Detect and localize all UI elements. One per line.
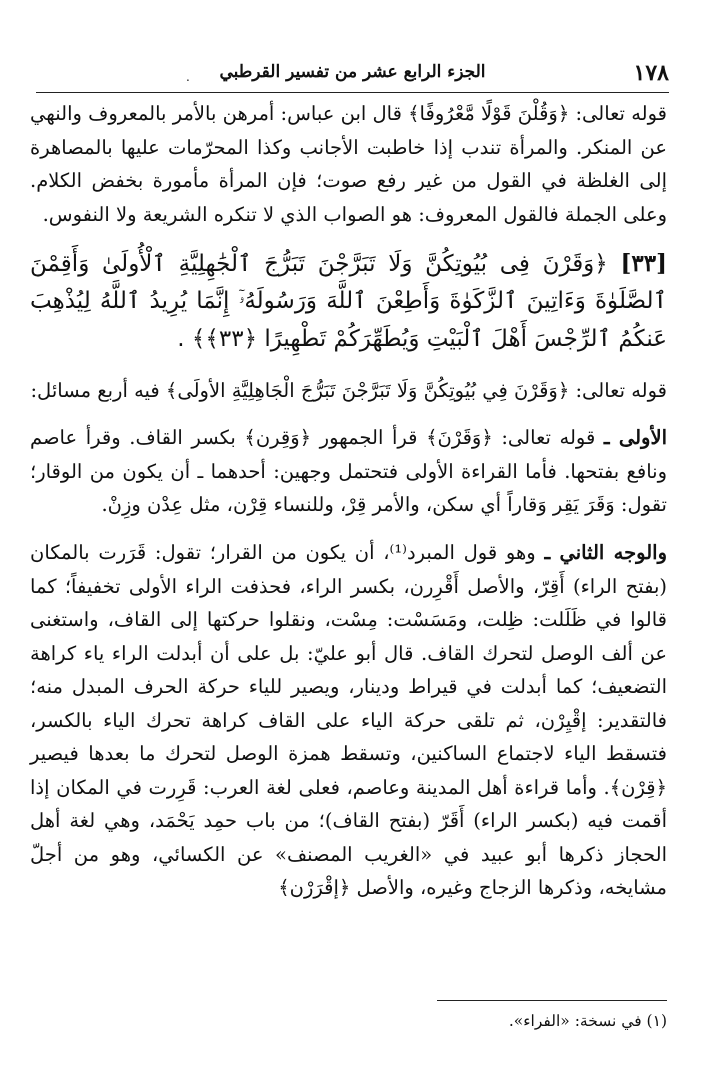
second-aspect-heading: والوجه الثاني ـ	[544, 541, 667, 564]
page-number: ١٧٨	[633, 60, 669, 86]
issue-heading-first: الأولى ـ	[603, 426, 667, 450]
verse-number: [٣٣]	[620, 250, 668, 278]
header-dot: .	[186, 70, 190, 84]
paragraph-4	[30, 536, 667, 905]
page-body	[30, 97, 667, 919]
paragraph-2: قوله تعالى: ﴿وَقَرْنَ فِي بُيُوتِكُنَّ وَلَا تَبَرَّجْنَ تَبَرُّجَ الْجَاهِلِيَّةِ الأولَى﴾ فيه أربع مسائل:	[30, 378, 667, 402]
footnote-divider	[437, 1000, 667, 1001]
running-title: الجزء الرابع عشر من تفسير القرطبي	[219, 62, 486, 82]
quran-verse	[30, 245, 667, 358]
footnote: (١) في نسخة: «الفراء».	[508, 1012, 667, 1030]
verse-text: ﴿وَقَرْنَ فِى بُيُوتِكُنَّ وَلَا تَبَرَّجْنَ تَبَرُّجَ ٱلْجَٰهِلِيَّةِ ٱلْأُولَىٰ وَأَقِمْنَ ٱلصَّلَوٰةَ وَءَاتِينَ ٱلزَّكَوٰةَ وَأَطِعْنَ ٱللَّهَ وَرَسُولَهُۥٓ إِنَّمَا يُرِيدُ ٱللَّهُ لِيُذْهِبَ عَنكُمُ ٱلرِّجْسَ أَهْلَ ٱلْبَيْتِ وَيُطَهِّرَكُمْ تَطْهِيرًا ﴿٣٣﴾﴾ .	[30, 251, 667, 352]
paragraph-4-text: وهو قول المبرد⁽¹⁾، أن يكون من القرار؛ تقول: قَرَرت بالمكان (بفتح الراء) أَقِرّ، والأصل أَقْرِرن، بكسر الراء، فحذفت الراء الأولى تخفيفاً؛ كما قالوا في ظَلَلت: ظِلت، ومَسَسْت: مِسْت، ونقلوا حركتها إلى القاف، واستغنى عن ألف الوصل لتحرك القاف. قال أبو عليّ: بل على أن أبدلت الراء ياء كراهة التضعيف؛ كما أبدلت في قيراط ودينار، ويصير للياء حركة الحرف المبدل منه؛ فالتقدير: إقْيِرْن، ثم تلقى حركة الياء على القاف كراهة تحرك الياء بالكسر، فتسقط الياء لاجتماع الساكنين، وتسقط همزة الوصل لتحرك ما بعدها فيصير ﴿قِرْن﴾. وأما قراءة أهل المدينة وعاصم، فعلى لغة العرب: قَرِرت في المكان إذا أقمت فيه (بكسر الراء) أَقَرّ (بفتح القاف)؛ من باب حمِد يَحْمَد، وهي لغة أهل الحجاز ذكرها أبو عبيد في «الغريب المصنف» عن الكسائي، وهو من أجلّ مشايخه، وذكرها الزجاج وغيره، والأصل ﴿إقْرَرْن﴾	[30, 541, 667, 900]
paragraph-3	[30, 421, 667, 522]
page-header	[36, 58, 669, 93]
paragraph-1: قوله تعالى: ﴿وَقُلْنَ قَوْلًا مَّعْرُوفًا﴾ قال ابن عباس: أمرهن بالأمر بالمعروف والنهي عن المنكر. والمرأة تندب إذا خاطبت الأجانب وكذا المحرّمات عليها بالمصاهرة إلى الغلظة في القول من غير رفع صوت؛ فإن المرأة مأمورة بخفض الكلام. وعلى الجملة فالقول المعروف: هو الصواب الذي لا تنكره الشريعة ولا النفوس.	[30, 102, 667, 226]
paragraph-3-text: قوله تعالى: ﴿وَقَرْنَ﴾ قرأ الجمهور ﴿وَقِرن﴾ بكسر القاف. وقرأ عاصم ونافع بفتحها. فأما القراءة الأولى فتحتمل وجهين: أحدهما ـ أن يكون من الوقار؛ تقول: وَقَرَ يَقِر وَقاراً أي سكن، والأمر قِرْ، وللنساء قِرْن، مثل عِدْن وزِنْ.	[30, 426, 667, 517]
